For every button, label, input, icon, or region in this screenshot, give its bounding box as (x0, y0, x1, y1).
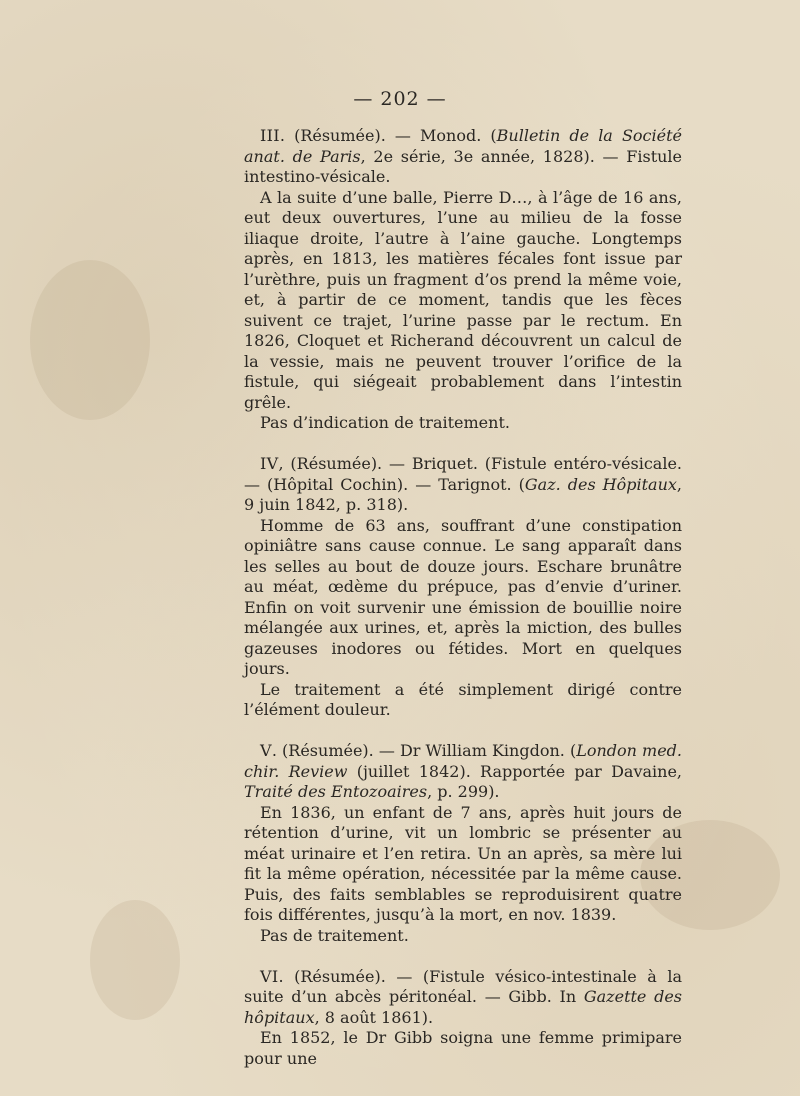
entry-heading (244, 454, 682, 516)
entry-paragraph: A la suite d’une balle, Pierre D…, à l’âge de 16 ans, eut deux ouvertures, l’une au milieu de la fosse iliaque droite, l’autre à l’aine gauche. Longtemps après, en 1813, les matières fécales font issue par l’urèthre, puis un fragment d’os prend la même voie, et, à partir de ce moment, tandis que les fèces suivent ce trajet, l’urine passe par le rectum. En 1826, Cloquet et Richerand découvrent un calcul de la vessie, mais ne peuvent trouver l’orifice de la fistule, qui siégeait probablement dans l’intestin grêle. (244, 187, 682, 412)
entry-heading-text: , 8 août 1861). (314, 1007, 434, 1027)
entry-paragraph: Le traitement a été simplement dirigé contre l’élément douleur. (244, 679, 682, 719)
entry-source: Traité des Entozoaires (244, 782, 428, 801)
entry-number: V (260, 741, 272, 760)
entry-heading-text: . (Résumée). — Monod. ( (279, 126, 497, 145)
entry-heading-text: , 2e série, 3e année, 1828). — Fistule intestino-vésicale. (244, 146, 683, 186)
paper-stain (30, 260, 150, 420)
entry-paragraph: En 1852, le Dr Gibb soigna une femme primipare pour une (244, 1028, 682, 1068)
body-text (244, 126, 682, 1069)
entry-separator (244, 721, 682, 742)
entry-heading-text: . (Résumée). — (Fistule vésico-intestinale à la suite d’un abcès péritonéal. — Gibb. In (244, 966, 682, 1006)
entry-source: Gaz. des Hôpitaux (524, 474, 677, 494)
entry-separator (244, 946, 682, 967)
entry-heading (244, 741, 682, 803)
entry-heading-text: (juillet 1842). Rapportée par Davaine, (347, 761, 683, 781)
entry-number: IV (260, 454, 279, 473)
entry-paragraph: Homme de 63 ans, souffrant d’une constipation opiniâtre sans cause connue. Le sang apparaît dans les selles au bout de douze jours. Eschare brunâtre au méat, œdème du prépuce, pas d’envie d’uriner. Enfin on voit survenir une émission de bouillie noire mélangée aux urines, et, après la miction, des bulles gazeuses inodores ou fétides. Mort en quelques jours. (244, 515, 682, 678)
entry-heading (244, 967, 682, 1029)
entry-paragraph: Pas d’indication de traitement. (260, 413, 510, 432)
entry-source: London med. chir. Review (244, 741, 682, 781)
entry-source: Gazette des hôpitaux (244, 987, 682, 1027)
paper-stain (90, 900, 180, 1020)
entry-heading-text: , 9 juin 1842, p. 318). (244, 474, 683, 514)
entry-separator (244, 434, 682, 455)
entry-heading-text: , (Résumée). — Briquet. (Fistule entéro-vésicale. — (Hôpital Cochin). — Tarignot. ( (244, 454, 682, 494)
entry-source: Bulletin de la Société anat. de Paris (244, 126, 682, 166)
entry-paragraph: En 1836, un enfant de 7 ans, après huit jours de rétention d’urine, vit un lombric se présenter au méat urinaire et l’en retira. Un an après, sa mère lui fit la même opération, nécessitée par la même cause. Puis, des faits semblables se reproduisirent quatre fois différentes, jusqu’à la mort, en nov. 1839. (244, 802, 682, 924)
page-number: — 202 — (353, 88, 447, 110)
entry-heading-text: , p. 299). (427, 782, 500, 801)
entry-paragraph: Pas de traitement. (260, 925, 409, 945)
entry-number: III (260, 126, 280, 145)
entry-number: VI (260, 966, 279, 986)
entry-heading-text: . (Résumée). — Dr William Kingdon. ( (271, 741, 577, 760)
entry-heading (244, 126, 682, 188)
